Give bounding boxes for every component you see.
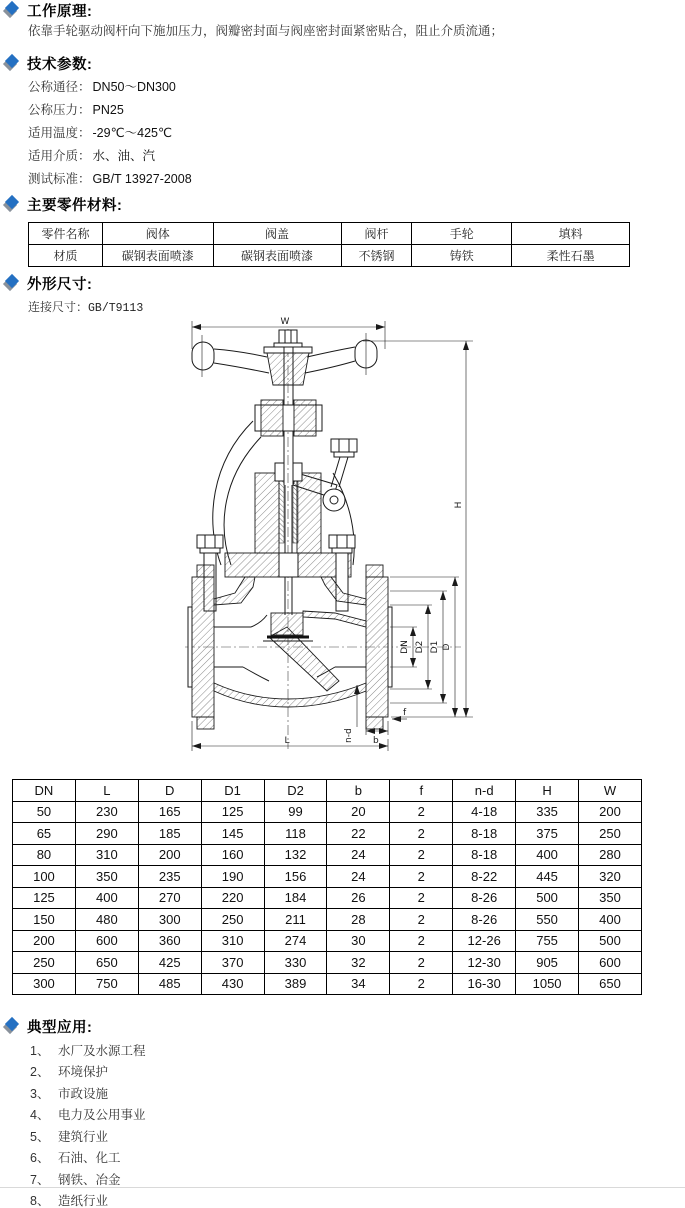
section-title: 典型应用: [27, 1016, 92, 1037]
app-text: 电力及公用事业 [58, 1108, 146, 1122]
size-header-cell: L [75, 780, 138, 802]
size-cell: 8-18 [453, 844, 516, 866]
diamond-bullet-icon [4, 196, 20, 212]
app-number: 7、 [30, 1173, 48, 1187]
table-row [13, 930, 642, 952]
section-working-principle [0, 0, 685, 40]
size-cell: 750 [75, 973, 138, 995]
param-value: -29℃～425℃ [93, 125, 173, 142]
size-cell: 330 [264, 952, 327, 974]
size-cell: 12-26 [453, 930, 516, 952]
section-header [4, 0, 685, 20]
size-cell: 485 [138, 973, 201, 995]
size-cell: 185 [138, 823, 201, 845]
yoke-nut [255, 400, 322, 436]
size-header-cell: D1 [201, 780, 264, 802]
section-outline-dimensions [0, 273, 685, 995]
param-label: 测试标准： [28, 171, 91, 188]
param-label: 公称通径： [28, 79, 91, 96]
size-cell: 445 [516, 866, 579, 888]
app-item [30, 1044, 685, 1058]
size-cell: 500 [579, 930, 642, 952]
app-text: 钢铁、冶金 [58, 1173, 121, 1187]
size-cell: 8-22 [453, 866, 516, 888]
size-cell: 100 [13, 866, 76, 888]
dim-label-w: W [281, 317, 290, 327]
size-cell: 905 [516, 952, 579, 974]
size-cell: 500 [516, 887, 579, 909]
param-value: PN25 [93, 102, 124, 119]
table-row [13, 823, 642, 845]
materials-header-cell: 阀杆 [341, 223, 412, 245]
size-cell: 250 [201, 909, 264, 931]
param-value: 水、油、汽 [93, 148, 156, 165]
param-label: 适用温度： [28, 125, 91, 142]
size-cell: 2 [390, 844, 453, 866]
param-line [28, 148, 685, 165]
dim-label-dn: DN [400, 640, 410, 654]
size-cell: 310 [75, 844, 138, 866]
app-number: 2、 [30, 1065, 48, 1079]
size-cell: 200 [579, 801, 642, 823]
table-row [13, 973, 642, 995]
size-cell: 550 [516, 909, 579, 931]
table-row [29, 245, 630, 267]
bonnet-flange [225, 553, 351, 577]
size-cell: 150 [13, 909, 76, 931]
size-cell: 8-18 [453, 823, 516, 845]
size-cell: 2 [390, 887, 453, 909]
size-header-cell: b [327, 780, 390, 802]
size-cell: 160 [201, 844, 264, 866]
size-cell: 24 [327, 844, 390, 866]
size-cell: 220 [201, 887, 264, 909]
app-text: 造纸行业 [58, 1194, 108, 1208]
section-title: 工作原理: [27, 0, 92, 21]
table-row [13, 887, 642, 909]
diamond-bullet-icon [4, 55, 20, 71]
app-number: 1、 [30, 1044, 48, 1058]
applications-list [30, 1044, 685, 1208]
size-cell: 320 [579, 866, 642, 888]
table-header-row [13, 780, 642, 802]
size-cell: 8-26 [453, 909, 516, 931]
size-cell: 12-30 [453, 952, 516, 974]
size-cell: 480 [75, 909, 138, 931]
param-value: GB/T 13927-2008 [93, 171, 192, 188]
size-header-cell: W [579, 780, 642, 802]
size-cell: 99 [264, 801, 327, 823]
size-cell: 200 [138, 844, 201, 866]
section-tech-params [0, 53, 685, 188]
section-title: 技术参数: [27, 53, 92, 74]
size-cell: 30 [327, 930, 390, 952]
size-header-cell: D [138, 780, 201, 802]
size-cell: 22 [327, 823, 390, 845]
dim-label-nd: n-d [344, 728, 354, 743]
size-cell: 290 [75, 823, 138, 845]
left-flange [188, 565, 214, 729]
app-number: 3、 [30, 1087, 48, 1101]
size-cell: 400 [75, 887, 138, 909]
materials-header-cell: 手轮 [412, 223, 512, 245]
app-item [30, 1130, 685, 1144]
right-flange [366, 565, 392, 729]
size-cell: 425 [138, 952, 201, 974]
size-cell: 389 [264, 973, 327, 995]
app-number: 6、 [30, 1151, 48, 1165]
section-header [4, 53, 685, 73]
tech-params-list [28, 79, 685, 188]
size-cell: 156 [264, 866, 327, 888]
materials-cell: 铸铁 [412, 245, 512, 267]
size-header-cell: DN [13, 780, 76, 802]
size-cell: 2 [390, 909, 453, 931]
dim-label-d1: D1 [430, 641, 440, 654]
size-cell: 650 [579, 973, 642, 995]
size-cell: 132 [264, 844, 327, 866]
size-cell: 50 [13, 801, 76, 823]
app-item [30, 1065, 685, 1079]
size-header-cell: D2 [264, 780, 327, 802]
size-cell: 430 [201, 973, 264, 995]
app-number: 4、 [30, 1108, 48, 1122]
materials-header-cell: 阀体 [102, 223, 213, 245]
size-cell: 16-30 [453, 973, 516, 995]
size-cell: 28 [327, 909, 390, 931]
size-cell: 8-26 [453, 887, 516, 909]
app-item [30, 1194, 685, 1208]
size-cell: 2 [390, 823, 453, 845]
app-text: 建筑行业 [58, 1130, 108, 1144]
size-cell: 300 [138, 909, 201, 931]
section-applications [0, 1016, 685, 1208]
size-cell: 4-18 [453, 801, 516, 823]
dim-label-b: b [373, 736, 379, 746]
size-cell: 32 [327, 952, 390, 974]
size-cell: 1050 [516, 973, 579, 995]
materials-cell: 碳钢表面喷漆 [213, 245, 341, 267]
size-cell: 375 [516, 823, 579, 845]
size-cell: 200 [13, 930, 76, 952]
param-line [28, 171, 685, 188]
size-cell: 34 [327, 973, 390, 995]
param-line [28, 125, 685, 142]
size-cell: 360 [138, 930, 201, 952]
page-bottom-divider [0, 1187, 685, 1188]
materials-cell: 不锈钢 [341, 245, 412, 267]
materials-header-cell: 阀盖 [213, 223, 341, 245]
materials-cell: 材质 [29, 245, 103, 267]
materials-table [28, 222, 630, 267]
size-cell: 26 [327, 887, 390, 909]
connection-size-value: GB/T9113 [88, 302, 143, 315]
section-title: 外形尺寸: [27, 273, 92, 294]
materials-header-cell: 填料 [512, 223, 630, 245]
app-number: 8、 [30, 1194, 48, 1208]
connection-size-note [28, 298, 685, 315]
diamond-bullet-icon [4, 275, 20, 291]
size-cell: 65 [13, 823, 76, 845]
size-cell: 335 [516, 801, 579, 823]
size-cell: 211 [264, 909, 327, 931]
size-cell: 310 [201, 930, 264, 952]
dim-label-f: f [403, 708, 407, 718]
valve-body [214, 577, 366, 707]
table-row [13, 866, 642, 888]
size-cell: 270 [138, 887, 201, 909]
size-cell: 125 [201, 801, 264, 823]
size-cell: 370 [201, 952, 264, 974]
size-cell: 350 [579, 887, 642, 909]
table-row [13, 952, 642, 974]
size-header-cell: f [390, 780, 453, 802]
size-cell: 650 [75, 952, 138, 974]
size-header-cell: H [516, 780, 579, 802]
size-cell: 184 [264, 887, 327, 909]
size-cell: 350 [75, 866, 138, 888]
table-row [13, 844, 642, 866]
param-line [28, 79, 685, 96]
app-text: 环境保护 [58, 1065, 108, 1079]
size-cell: 600 [579, 952, 642, 974]
size-cell: 145 [201, 823, 264, 845]
size-cell: 230 [75, 801, 138, 823]
app-text: 市政设施 [58, 1087, 108, 1101]
app-number: 5、 [30, 1130, 48, 1144]
size-cell: 2 [390, 930, 453, 952]
param-value: DN50～DN300 [93, 79, 176, 96]
size-cell: 2 [390, 952, 453, 974]
size-cell: 250 [579, 823, 642, 845]
param-line [28, 102, 685, 119]
table-header-row [29, 223, 630, 245]
size-table [12, 779, 642, 995]
dim-label-d2: D2 [415, 641, 425, 654]
size-cell: 400 [579, 909, 642, 931]
materials-cell: 碳钢表面喷漆 [102, 245, 213, 267]
app-item [30, 1108, 685, 1122]
valve-drawing [0, 315, 685, 753]
table-row [13, 801, 642, 823]
stem-nut [279, 330, 297, 343]
size-cell: 80 [13, 844, 76, 866]
size-cell: 235 [138, 866, 201, 888]
size-cell: 600 [75, 930, 138, 952]
working-principle-text: 依靠手轮驱动阀杆向下施加压力，阀瓣密封面与阀座密封面紧密贴合，阻止介质流通； [28, 23, 685, 40]
size-cell: 280 [579, 844, 642, 866]
size-cell: 2 [390, 801, 453, 823]
section-header [4, 273, 685, 293]
connection-size-label: 连接尺寸： [28, 300, 88, 314]
dim-label-l: L [284, 736, 289, 746]
size-cell: 274 [264, 930, 327, 952]
materials-header-cell: 零件名称 [29, 223, 103, 245]
size-cell: 300 [13, 973, 76, 995]
size-cell: 118 [264, 823, 327, 845]
app-item [30, 1151, 685, 1165]
valve-drawing-svg [185, 315, 485, 753]
app-text: 水厂及水源工程 [58, 1044, 146, 1058]
app-item [30, 1087, 685, 1101]
size-cell: 20 [327, 801, 390, 823]
diamond-bullet-icon [4, 1018, 20, 1034]
param-label: 适用介质： [28, 148, 91, 165]
diamond-bullet-icon [4, 2, 20, 18]
param-label: 公称压力： [28, 102, 91, 119]
size-cell: 24 [327, 866, 390, 888]
app-text: 石油、化工 [58, 1151, 121, 1165]
materials-cell: 柔性石墨 [512, 245, 630, 267]
section-header [4, 1016, 685, 1036]
section-title: 主要零件材料: [27, 194, 122, 215]
dim-label-h: H [454, 502, 464, 509]
size-cell: 165 [138, 801, 201, 823]
table-row [13, 909, 642, 931]
size-cell: 400 [516, 844, 579, 866]
size-cell: 250 [13, 952, 76, 974]
size-cell: 125 [13, 887, 76, 909]
section-header [4, 194, 685, 214]
size-cell: 2 [390, 866, 453, 888]
section-materials [0, 194, 685, 267]
dim-label-d: D [442, 643, 452, 650]
size-header-cell: n-d [453, 780, 516, 802]
app-item [30, 1173, 685, 1187]
size-cell: 755 [516, 930, 579, 952]
size-cell: 190 [201, 866, 264, 888]
size-cell: 2 [390, 973, 453, 995]
